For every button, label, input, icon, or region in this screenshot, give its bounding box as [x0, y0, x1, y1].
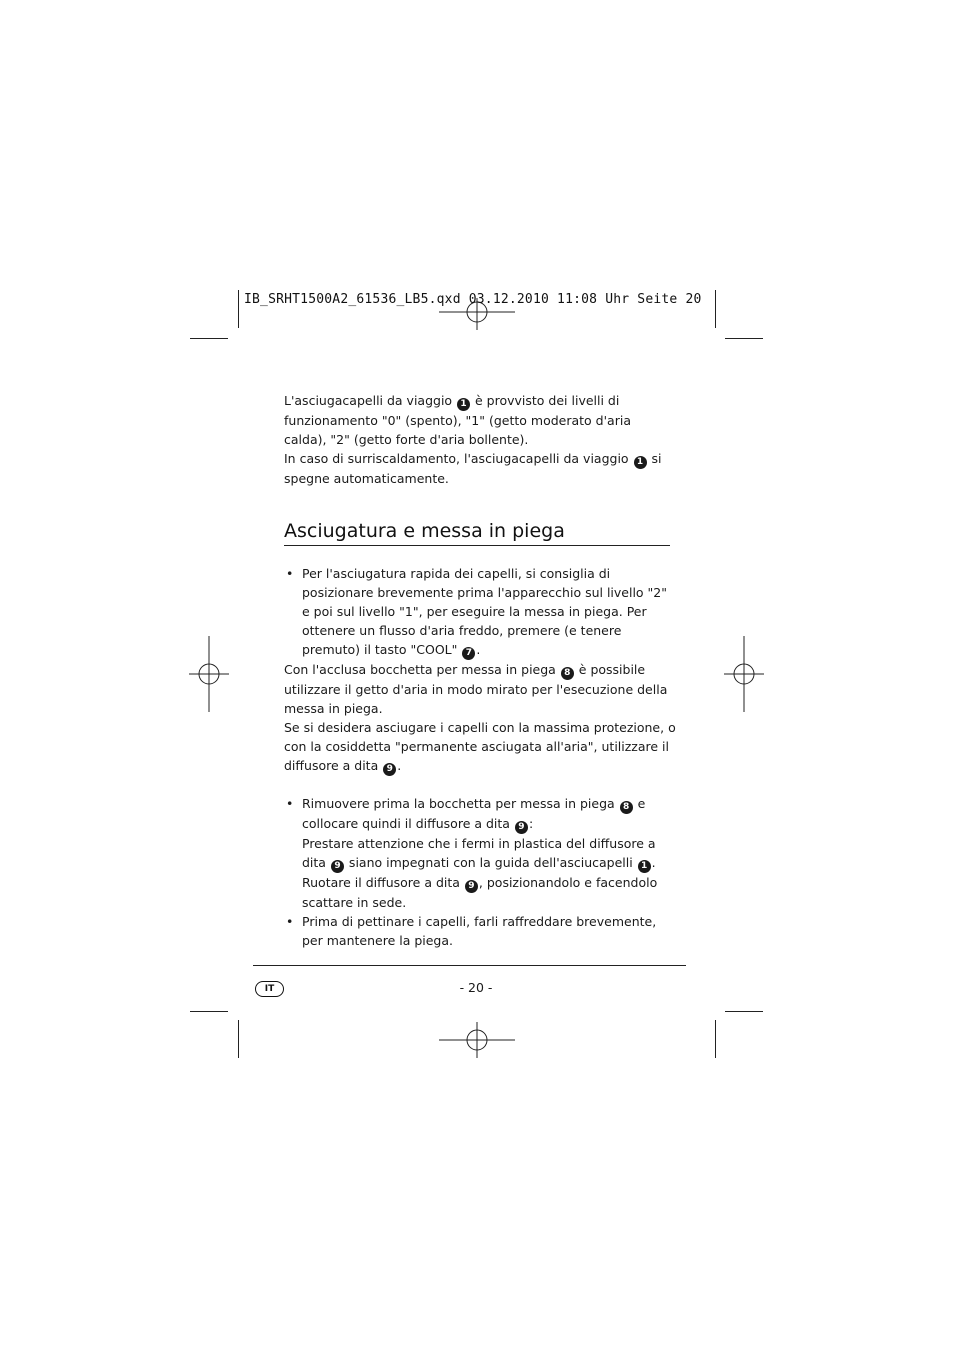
- language-badge: IT: [255, 981, 284, 997]
- part-number-icon: 9: [383, 763, 396, 776]
- part-number-icon: 9: [515, 821, 528, 834]
- crop-mark: [238, 290, 239, 328]
- footer-rule: [253, 965, 686, 966]
- crop-mark: [715, 290, 716, 328]
- registration-mark-icon: [171, 636, 247, 712]
- list-item: • Rimuovere prima la bocchetta per messa in piega 8 e collocare quindi il diffusore a dita 9 : Prestare attenzione che i fermi in plastica del diffusore a dita 9 siano impegnati con la guida dell'asciucapelli 1 . Ruotare il diffusore a dita 9 , posizionandolo e facendolo scattare in sede.: [284, 794, 676, 912]
- crop-mark: [238, 1020, 239, 1058]
- bullet-list: [284, 794, 676, 950]
- part-number-icon: 9: [465, 880, 478, 893]
- part-number-icon: 1: [457, 398, 470, 411]
- crop-mark: [190, 338, 228, 339]
- paragraph-nozzle: Con l'acclusa bocchetta per messa in piega 8 è possibile utilizzare il getto d'aria in modo mirato per l'esecuzione della messa in piega.: [284, 662, 668, 716]
- part-number-icon: 7: [462, 647, 475, 660]
- part-number-icon: 1: [638, 860, 651, 873]
- crop-mark: [725, 1011, 763, 1012]
- intro-block: [284, 391, 676, 488]
- registration-mark-icon: [439, 274, 515, 350]
- list-item: • Prima di pettinare i capelli, farli raffreddare brevemente, per mantenere la piega.: [284, 912, 676, 950]
- part-number-icon: 9: [331, 860, 344, 873]
- part-number-icon: 8: [620, 801, 633, 814]
- paragraph-diffuser: Se si desidera asciugare i capelli con la massima protezione, o con la cosiddetta "permanente asciugata all'aria", utilizzare il diffusore a dita 9 .: [284, 720, 676, 774]
- part-number-icon: 8: [561, 667, 574, 680]
- intro-paragraph-1: L'asciugacapelli da viaggio 1 è provvisto dei livelli di funzionamento "0" (spento), "1" (getto moderato d'aria calda), "2" (getto forte d'aria bollente).: [284, 393, 631, 447]
- part-number-icon: 1: [634, 456, 647, 469]
- registration-mark-icon: [439, 1002, 515, 1078]
- intro-paragraph-2: In caso di surriscaldamento, l'asciugacapelli da viaggio 1 si spegne automaticamente.: [284, 451, 662, 486]
- crop-mark: [725, 338, 763, 339]
- crop-mark: [190, 1011, 228, 1012]
- list-item: • Per l'asciugatura rapida dei capelli, si consiglia di posizionare brevemente prima l'apparecchio sul livello "2" e poi sul livello "1", per eseguire la messa in piega. Per ottenere un flusso d'aria freddo, premere (e tenere premuto) il tasto "COOL" 7 .: [284, 564, 676, 660]
- section-heading: Asciugatura e messa in piega: [284, 518, 670, 546]
- crop-mark: [715, 1020, 716, 1058]
- bullet-list: [284, 564, 676, 660]
- page-number: - 20 -: [459, 980, 493, 995]
- registration-mark-icon: [706, 636, 782, 712]
- file-slug: IB_SRHT1500A2_61536_LB5.qxd 03.12.2010 11:08 Uhr Seite 20: [244, 292, 702, 307]
